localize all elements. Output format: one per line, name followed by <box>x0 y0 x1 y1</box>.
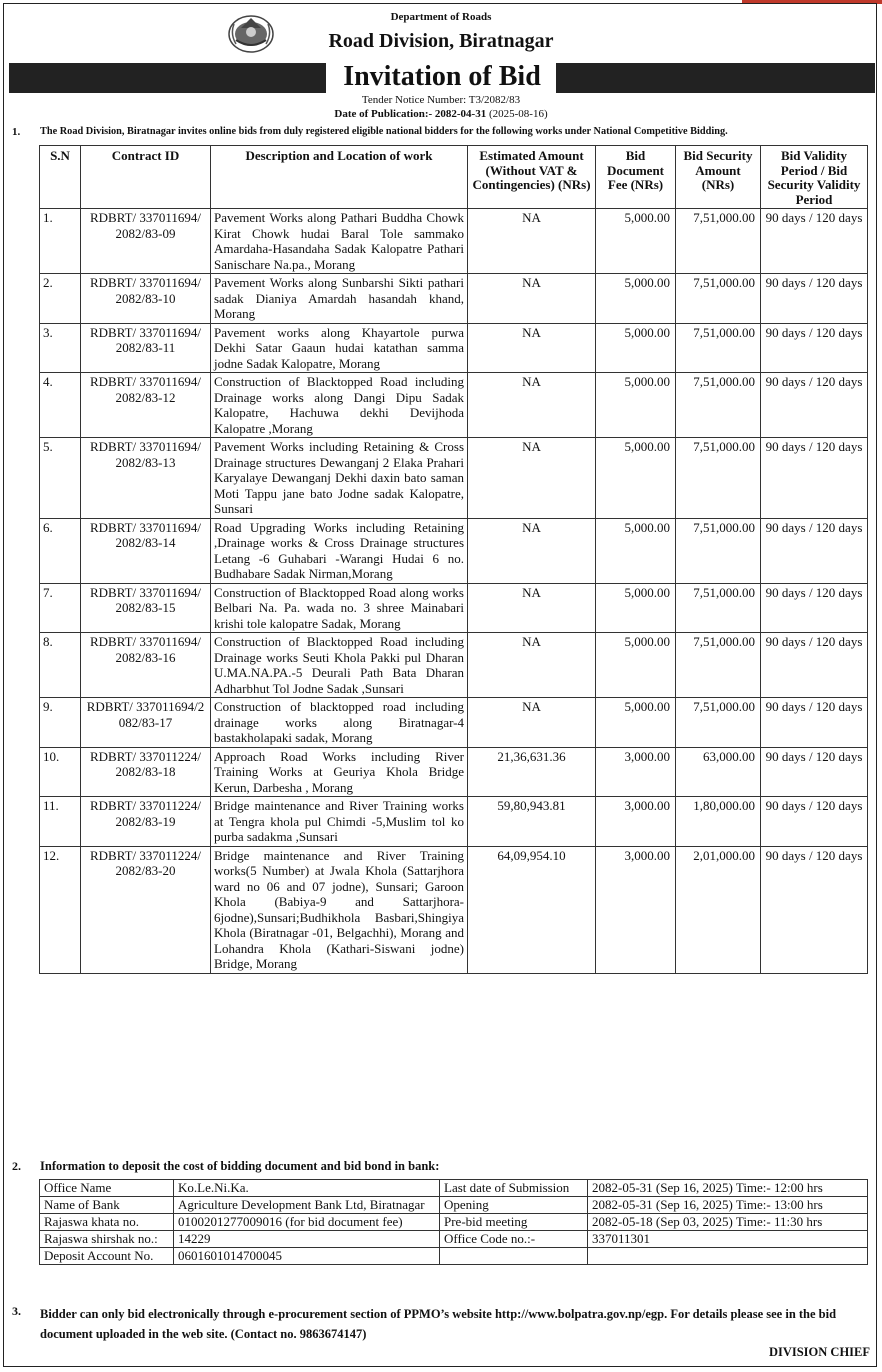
bank-value: 14229 <box>174 1231 440 1248</box>
cell-validity: 90 days / 120 days <box>761 518 868 583</box>
bank-info-row <box>40 1197 868 1214</box>
section-3-number: 3. <box>12 1304 21 1318</box>
cell-doc-fee: 5,000.00 <box>596 583 676 633</box>
section-2-number: 2. <box>12 1159 21 1173</box>
cell-description: Construction of Blacktopped Road including Drainage works along Dangi Dipu Sadak Kalopatre, Hachuwa dekhi Devijhoda Kalopatre ,Morang <box>211 373 468 438</box>
cell-validity: 90 days / 120 days <box>761 323 868 373</box>
page-title: Invitation of Bid <box>343 61 541 92</box>
table-row <box>40 323 868 373</box>
bank-value: Agriculture Development Bank Ltd, Biratnagar <box>174 1197 440 1214</box>
cell-estimated-amount: 21,36,631.36 <box>468 747 596 797</box>
publication-date-ad: (2025-08-16) <box>488 108 548 120</box>
cell-description: Pavement Works including Retaining & Cross Drainage structures Dewanganj 2 Elaka Prahari Karyalaye Dewanganj Dekhi daxin bato saman Moti Tappu jane bato Jodne sadak Kalopatre, Sunsari <box>211 438 468 519</box>
cell-bid-security: 7,51,000.00 <box>676 518 761 583</box>
table-row <box>40 583 868 633</box>
cell-bid-security: 63,000.00 <box>676 747 761 797</box>
cell-validity: 90 days / 120 days <box>761 373 868 438</box>
schedule-label: Office Code no.:- <box>440 1231 588 1248</box>
cell-doc-fee: 5,000.00 <box>596 274 676 324</box>
cell-sn: 10. <box>40 747 81 797</box>
cell-description: Pavement Works along Pathari Buddha Chowk Kirat Chowk hudai Baral Tole sammako Amardaha-Hasandaha Sadak Kalopatre Pathari Sanischare Na.pa., Morang <box>211 209 468 274</box>
cell-description: Bridge maintenance and River Training works at Tengra khola pul Chimdi -5,Muslim tol ko purba sadakma ,Sunsari <box>211 797 468 847</box>
cell-doc-fee: 3,000.00 <box>596 747 676 797</box>
cell-bid-security: 2,01,000.00 <box>676 846 761 973</box>
cell-sn: 5. <box>40 438 81 519</box>
cell-contract-id: RDBRT/ 337011224/ 2082/83-18 <box>81 747 211 797</box>
section-2-text: Information to deposit the cost of bidding document and bid bond in bank: <box>40 1159 440 1173</box>
table-row <box>40 209 868 274</box>
table-row <box>40 438 868 519</box>
cell-doc-fee: 5,000.00 <box>596 518 676 583</box>
cell-sn: 8. <box>40 633 81 698</box>
cell-bid-security: 7,51,000.00 <box>676 209 761 274</box>
cell-sn: 9. <box>40 698 81 748</box>
cell-estimated-amount: NA <box>468 518 596 583</box>
header-doc-fee: Bid Document Fee (NRs) <box>596 146 676 209</box>
cell-sn: 6. <box>40 518 81 583</box>
bank-value: 0601601014700045 <box>174 1248 440 1265</box>
bank-info-row <box>40 1248 868 1265</box>
table-header-row <box>40 146 868 209</box>
header-description: Description and Location of work <box>211 146 468 209</box>
cell-description: Construction of Blacktopped Road along works Belbari Na. Pa. wada no. 3 shree Mainabari krishi tole kalopatre Sadak, Morang <box>211 583 468 633</box>
section-1-number: 1. <box>12 126 21 138</box>
cell-estimated-amount: NA <box>468 633 596 698</box>
cell-description: Bridge maintenance and River Training works(5 Number) at Jwala Khola (Sattarjhora ward no 06 and 07 jodne), Sunsari; Garoon Khola (Babiya-9 and Sattarjhora- 6jodne),Sunsari;Budhikhola Basbari,Shingiya Khola (Biratnagar -01, Belgachhi), Morang and Lohandra Khola (Kathari-Siswani jodne) Bridge, Morang <box>211 846 468 973</box>
cell-estimated-amount: NA <box>468 274 596 324</box>
cell-contract-id: RDBRT/ 337011694/ 2082/83-13 <box>81 438 211 519</box>
cell-validity: 90 days / 120 days <box>761 698 868 748</box>
cell-doc-fee: 3,000.00 <box>596 797 676 847</box>
cell-sn: 7. <box>40 583 81 633</box>
cell-doc-fee: 5,000.00 <box>596 438 676 519</box>
cell-contract-id: RDBRT/ 337011694/ 2082/83-16 <box>81 633 211 698</box>
schedule-value: 337011301 <box>588 1231 868 1248</box>
cell-validity: 90 days / 120 days <box>761 583 868 633</box>
publication-date-bs: 2082-04-31 <box>434 108 487 120</box>
cell-doc-fee: 5,000.00 <box>596 209 676 274</box>
cell-bid-security: 7,51,000.00 <box>676 274 761 324</box>
cell-estimated-amount: NA <box>468 373 596 438</box>
schedule-value: 2082-05-31 (Sep 16, 2025) Time:- 12:00 hrs <box>588 1180 868 1197</box>
cell-bid-security: 7,51,000.00 <box>676 438 761 519</box>
cell-description: Approach Road Works including River Training Works at Geuriya Khola Bridge Kerun, Darbesha , Morang <box>211 747 468 797</box>
cell-estimated-amount: NA <box>468 209 596 274</box>
cell-description: Pavement works along Khayartole purwa Dekhi Satar Gaaun hudai katathan samma jodne Sadak Kalopatre, Morang <box>211 323 468 373</box>
cell-bid-security: 7,51,000.00 <box>676 373 761 438</box>
cell-bid-security: 7,51,000.00 <box>676 633 761 698</box>
cell-sn: 3. <box>40 323 81 373</box>
cell-contract-id: RDBRT/ 337011694/ 2082/83-15 <box>81 583 211 633</box>
section-1-text: The Road Division, Biratnagar invites online bids from duly registered eligible national bidders for the following works under National Competitive Bidding. <box>40 126 728 137</box>
cell-estimated-amount: NA <box>468 583 596 633</box>
bank-label: Name of Bank <box>40 1197 174 1214</box>
bank-label: Office Name <box>40 1180 174 1197</box>
cell-sn: 2. <box>40 274 81 324</box>
department-name: Department of Roads <box>390 11 492 23</box>
cell-doc-fee: 5,000.00 <box>596 373 676 438</box>
table-row <box>40 698 868 748</box>
publication-label: Date of Publication:- <box>334 108 433 120</box>
signature-title: DIVISION CHIEF <box>768 1345 870 1359</box>
table-row <box>40 846 868 973</box>
cell-sn: 1. <box>40 209 81 274</box>
table-row <box>40 518 868 583</box>
publication-date <box>0 108 882 120</box>
cell-validity: 90 days / 120 days <box>761 797 868 847</box>
table-row <box>40 274 868 324</box>
header-sn: S.N <box>40 146 81 209</box>
cell-doc-fee: 3,000.00 <box>596 846 676 973</box>
cell-description: Construction of blacktopped road including drainage works along Biratnagar-4 bastakholapaki sadak, Morang <box>211 698 468 748</box>
cell-validity: 90 days / 120 days <box>761 747 868 797</box>
cell-description: Road Upgrading Works including Retaining ,Drainage works & Cross Drainage structures Letang -6 Guhabari -Warangi Hudai 6 no. Budhabare Sadak Nirman,Morang <box>211 518 468 583</box>
cell-bid-security: 1,80,000.00 <box>676 797 761 847</box>
schedule-value: 2082-05-31 (Sep 16, 2025) Time:- 13:00 hrs <box>588 1197 868 1214</box>
table-row <box>40 747 868 797</box>
cell-bid-security: 7,51,000.00 <box>676 698 761 748</box>
bank-label: Deposit Account No. <box>40 1248 174 1265</box>
cell-validity: 90 days / 120 days <box>761 846 868 973</box>
cell-bid-security: 7,51,000.00 <box>676 583 761 633</box>
cell-estimated-amount: NA <box>468 438 596 519</box>
cell-estimated-amount: 64,09,954.10 <box>468 846 596 973</box>
schedule-label: Opening <box>440 1197 588 1214</box>
cell-validity: 90 days / 120 days <box>761 274 868 324</box>
cell-contract-id: RDBRT/ 337011694/ 2082/83-10 <box>81 274 211 324</box>
cell-contract-id: RDBRT/ 337011694/ 2082/83-09 <box>81 209 211 274</box>
cell-contract-id: RDBRT/ 337011224/ 2082/83-19 <box>81 797 211 847</box>
cell-estimated-amount: 59,80,943.81 <box>468 797 596 847</box>
bank-value: Ko.Le.Ni.Ka. <box>174 1180 440 1197</box>
header-estimated-amount: Estimated Amount (Without VAT & Contingencies) (NRs) <box>468 146 596 209</box>
cell-contract-id: RDBRT/ 337011694/ 2082/83-12 <box>81 373 211 438</box>
bank-info-row <box>40 1214 868 1231</box>
schedule-value <box>588 1248 868 1265</box>
header-bid-security: Bid Security Amount (NRs) <box>676 146 761 209</box>
cell-validity: 90 days / 120 days <box>761 438 868 519</box>
bank-info-row <box>40 1231 868 1248</box>
cell-doc-fee: 5,000.00 <box>596 633 676 698</box>
header-validity: Bid Validity Period / Bid Security Validity Period <box>761 146 868 209</box>
cell-sn: 12. <box>40 846 81 973</box>
schedule-label: Pre-bid meeting <box>440 1214 588 1231</box>
cell-estimated-amount: NA <box>468 698 596 748</box>
table-row <box>40 797 868 847</box>
cell-contract-id: RDBRT/ 337011694/2 082/83-17 <box>81 698 211 748</box>
table-row <box>40 633 868 698</box>
cell-contract-id: RDBRT/ 337011694/ 2082/83-11 <box>81 323 211 373</box>
works-table <box>39 145 868 974</box>
cell-contract-id: RDBRT/ 337011224/ 2082/83-20 <box>81 846 211 973</box>
bank-label: Rajaswa khata no. <box>40 1214 174 1231</box>
cell-sn: 4. <box>40 373 81 438</box>
cell-validity: 90 days / 120 days <box>761 209 868 274</box>
header-contract-id: Contract ID <box>81 146 211 209</box>
schedule-label <box>440 1248 588 1265</box>
cell-bid-security: 7,51,000.00 <box>676 323 761 373</box>
division-name: Road Division, Biratnagar <box>328 30 554 52</box>
cell-sn: 11. <box>40 797 81 847</box>
cell-description: Construction of Blacktopped Road including Drainage works Seuti Khola Pakki pul Dharan U.MA.NA.PA.-5 Deurali Path Bata Dharan Adharbhut Tol Jodne Sadak ,Sunsari <box>211 633 468 698</box>
cell-estimated-amount: NA <box>468 323 596 373</box>
cell-doc-fee: 5,000.00 <box>596 698 676 748</box>
section-3-text: Bidder can only bid electronically through e-procurement section of PPMO’s website http://www.bolpatra.gov.np/egp. For details please see in the bid document uploaded in the web site. (Contact no. 9863674147) <box>40 1307 837 1341</box>
schedule-label: Last date of Submission <box>440 1180 588 1197</box>
cell-description: Pavement Works along Sunbarshi Sikti pathari sadak Dianiya Amardah hasandah khand, Morang <box>211 274 468 324</box>
schedule-value: 2082-05-18 (Sep 03, 2025) Time:- 11:30 hrs <box>588 1214 868 1231</box>
cell-contract-id: RDBRT/ 337011694/ 2082/83-14 <box>81 518 211 583</box>
cell-validity: 90 days / 120 days <box>761 633 868 698</box>
bank-info-row <box>40 1180 868 1197</box>
cell-doc-fee: 5,000.00 <box>596 323 676 373</box>
tender-notice-number: Tender Notice Number: T3/2082/83 <box>361 94 521 106</box>
bank-info-table <box>39 1179 868 1265</box>
table-row <box>40 373 868 438</box>
bank-label: Rajaswa shirshak no.: <box>40 1231 174 1248</box>
bank-value: 0100201277009016 (for bid document fee) <box>174 1214 440 1231</box>
